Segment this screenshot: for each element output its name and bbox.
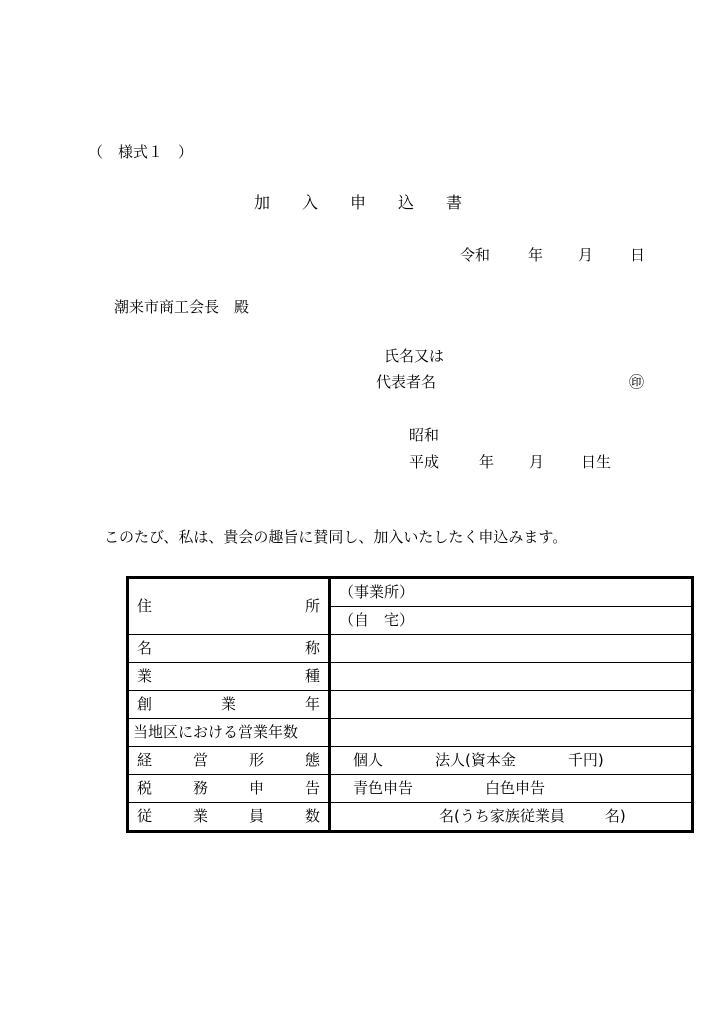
tax-row — [128, 775, 693, 803]
employees-family-unit: 名) — [604, 807, 626, 825]
application-form-table — [126, 576, 694, 833]
founded-row — [128, 691, 693, 719]
industry-field[interactable] — [330, 663, 693, 691]
tax-white-option[interactable]: 白色申告 — [485, 779, 546, 797]
address-home-field[interactable]: （自 宅） — [330, 607, 693, 635]
years-field[interactable] — [330, 719, 693, 747]
tax-field[interactable] — [330, 775, 693, 803]
application-date — [460, 248, 645, 263]
birth-era-heisei[interactable]: 平成 — [409, 453, 440, 471]
employees-count-unit: 名(うち家族従業員 — [439, 807, 565, 825]
title-char-3: 申 — [350, 193, 367, 212]
employees-row — [128, 803, 693, 832]
address-office-field[interactable]: （事業所） — [330, 578, 693, 607]
title-char-4: 込 — [398, 193, 415, 212]
seal-mark[interactable]: ㊞ — [629, 373, 645, 391]
industry-row — [128, 663, 693, 691]
business-name-field[interactable] — [330, 635, 693, 663]
employees-field[interactable] — [330, 803, 693, 832]
industry-label: 業 種 — [128, 663, 330, 691]
addressee: 潮来市商工会長 殿 — [114, 298, 250, 316]
tax-blue-option[interactable]: 青色申告 — [353, 779, 414, 797]
business-name-label: 名 称 — [128, 635, 330, 663]
mgmt-label: 経 営 形 態 — [128, 747, 330, 775]
date-day-field[interactable]: 日 — [630, 246, 646, 264]
title-char-1: 加 — [254, 193, 271, 212]
mgmt-capital-unit: 千円) — [567, 751, 604, 769]
document-title — [254, 195, 494, 211]
date-year-field[interactable]: 年 — [528, 246, 544, 264]
date-era: 令和 — [460, 246, 491, 264]
mgmt-row — [128, 747, 693, 775]
founded-field[interactable] — [330, 691, 693, 719]
mgmt-individual-option[interactable]: 個人 — [353, 751, 384, 769]
address-label: 住 所 — [128, 578, 330, 635]
date-month-field[interactable]: 月 — [578, 246, 594, 264]
title-char-2: 入 — [302, 193, 319, 212]
mgmt-field[interactable] — [330, 747, 693, 775]
employees-label: 従 業 員 数 — [128, 803, 330, 832]
business-name-row — [128, 635, 693, 663]
name-label-line2: 代表者名 — [376, 373, 437, 391]
birth-day-field[interactable]: 日生 — [581, 453, 612, 471]
tax-label: 税 務 申 告 — [128, 775, 330, 803]
birth-year-field[interactable]: 年 — [479, 453, 495, 471]
founded-label: 創 業 年 — [128, 691, 330, 719]
birth-date-line — [409, 455, 611, 470]
years-row — [128, 719, 693, 747]
birth-era-showa[interactable]: 昭和 — [409, 426, 440, 444]
years-label: 当地区における営業年数 — [128, 719, 330, 747]
birth-month-field[interactable]: 月 — [529, 453, 545, 471]
form-code: （ 様式１ ） — [88, 143, 194, 161]
title-char-5: 書 — [446, 193, 463, 212]
name-label-line1: 氏名又は — [384, 347, 445, 365]
mgmt-corporation-option[interactable]: 法人(資本金 — [435, 751, 516, 769]
address-row-office — [128, 578, 693, 607]
declaration-text: このたび、私は、貴会の趣旨に賛同し、加入いたしたく申込みます。 — [104, 528, 568, 546]
